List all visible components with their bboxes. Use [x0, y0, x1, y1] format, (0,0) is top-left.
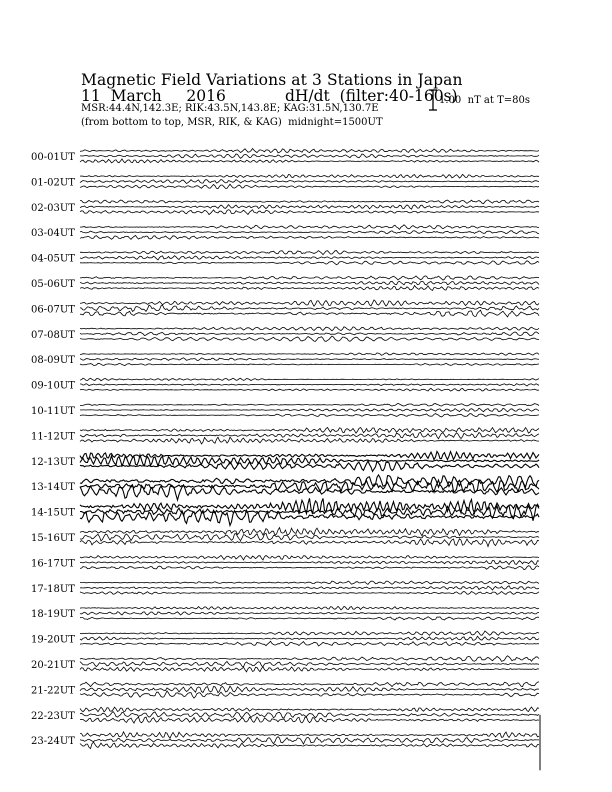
trace-rik: [80, 432, 539, 438]
row-label: 01-02UT: [31, 177, 75, 189]
scale-bar-label: 1.00 nT at T=80s: [439, 95, 530, 106]
trace-rik: [80, 231, 539, 234]
row-label: 16-17UT: [31, 558, 75, 570]
trace-kag: [80, 437, 539, 444]
trace-kag: [80, 742, 539, 749]
trace-msr: [80, 656, 539, 662]
stations-line: MSR:44.4N,142.3E; RIK:43.5N,143.8E; KAG:31.5N,130.7E: [81, 103, 379, 114]
trace-msr: [80, 707, 539, 712]
trace-kag: [80, 235, 539, 239]
date-filter-line: 11 March 2016 dH/dt (filter:40-160s): [81, 87, 458, 105]
row-label: 03-04UT: [31, 228, 75, 240]
trace-kag: [80, 184, 539, 189]
trace-msr: [80, 174, 539, 178]
trace-rik: [80, 205, 539, 210]
trace-rik: [80, 305, 539, 311]
trace-kag: [80, 539, 539, 547]
trace-rik: [80, 737, 539, 744]
row-label: 20-21UT: [31, 660, 75, 671]
row-label: 19-20UT: [31, 634, 75, 646]
row-label: 21-22UT: [31, 685, 75, 697]
trace-kag: [80, 210, 539, 215]
trace-msr: [80, 149, 539, 153]
trace-rik: [80, 256, 539, 260]
trace-kag: [80, 641, 539, 646]
row-label: 08-09UT: [31, 355, 75, 367]
trace-kag: [80, 717, 539, 723]
trace-msr: [80, 606, 539, 610]
row-label: 00-01UT: [31, 152, 75, 163]
trace-rik: [80, 455, 539, 466]
chart-title: Magnetic Field Variations at 3 Stations in Japan: [81, 71, 463, 89]
row-label: 11-12UT: [31, 431, 75, 443]
row-label: 23-24UT: [31, 736, 75, 748]
trace-msr: [80, 682, 539, 687]
row-label: 07-08UT: [31, 329, 75, 341]
trace-msr: [80, 251, 539, 255]
trace-kag: [80, 667, 539, 672]
station-order-line: (from bottom to top, MSR, RIK, & KAG) midnight=1500UT: [81, 117, 383, 128]
trace-rik: [80, 612, 539, 615]
trace-kag: [80, 159, 539, 163]
trace-rik: [80, 636, 539, 640]
trace-rik: [80, 586, 539, 590]
trace-rik: [80, 358, 539, 361]
trace-kag: [80, 592, 539, 595]
row-label: 04-05UT: [31, 253, 75, 265]
trace-rik: [80, 281, 539, 285]
trace-rik: [80, 154, 539, 158]
trace-msr: [80, 428, 539, 434]
row-label: 02-03UT: [31, 202, 75, 214]
trace-kag: [80, 261, 539, 265]
row-label: 05-06UT: [31, 279, 75, 290]
row-label: 06-07UT: [31, 304, 75, 316]
trace-rik: [80, 332, 539, 336]
trace-kag: [80, 617, 539, 620]
row-label: 09-10UT: [31, 380, 75, 392]
trace-rik: [80, 180, 539, 184]
trace-rik: [80, 686, 539, 693]
trace-kag: [80, 388, 539, 391]
trace-kag: [80, 310, 539, 317]
trace-msr: [80, 631, 539, 635]
trace-msr: [80, 327, 539, 331]
trace-msr: [80, 225, 539, 230]
trace-rik: [80, 533, 539, 541]
scale-bar: [429, 90, 437, 110]
trace-msr: [80, 555, 539, 560]
row-label: 13-14UT: [31, 482, 75, 494]
trace-kag: [80, 336, 539, 341]
trace-msr: [80, 528, 539, 536]
row-label: 14-15UT: [31, 507, 75, 519]
row-label: 22-23UT: [31, 710, 75, 722]
row-label: 15-16UT: [31, 533, 75, 544]
trace-kag: [80, 414, 539, 417]
trace-rik: [80, 662, 539, 667]
row-label: 17-18UT: [31, 583, 75, 595]
trace-rik: [80, 561, 539, 565]
trace-msr: [80, 276, 539, 280]
trace-msr: [80, 353, 539, 356]
row-label: 10-11UT: [31, 406, 75, 417]
trace-msr: [80, 581, 539, 584]
trace-msr: [80, 200, 539, 204]
trace-kag: [80, 691, 539, 698]
row-label: 18-19UT: [31, 609, 75, 621]
trace-msr: [80, 403, 539, 406]
trace-rik: [80, 712, 539, 719]
trace-msr: [80, 378, 539, 381]
trace-rik: [80, 408, 539, 412]
trace-kag: [80, 286, 539, 291]
trace-kag: [80, 566, 539, 570]
trace-msr: [80, 732, 539, 738]
trace-rik: [80, 384, 539, 386]
row-label: 12-13UT: [31, 456, 75, 468]
trace-kag: [80, 363, 539, 365]
